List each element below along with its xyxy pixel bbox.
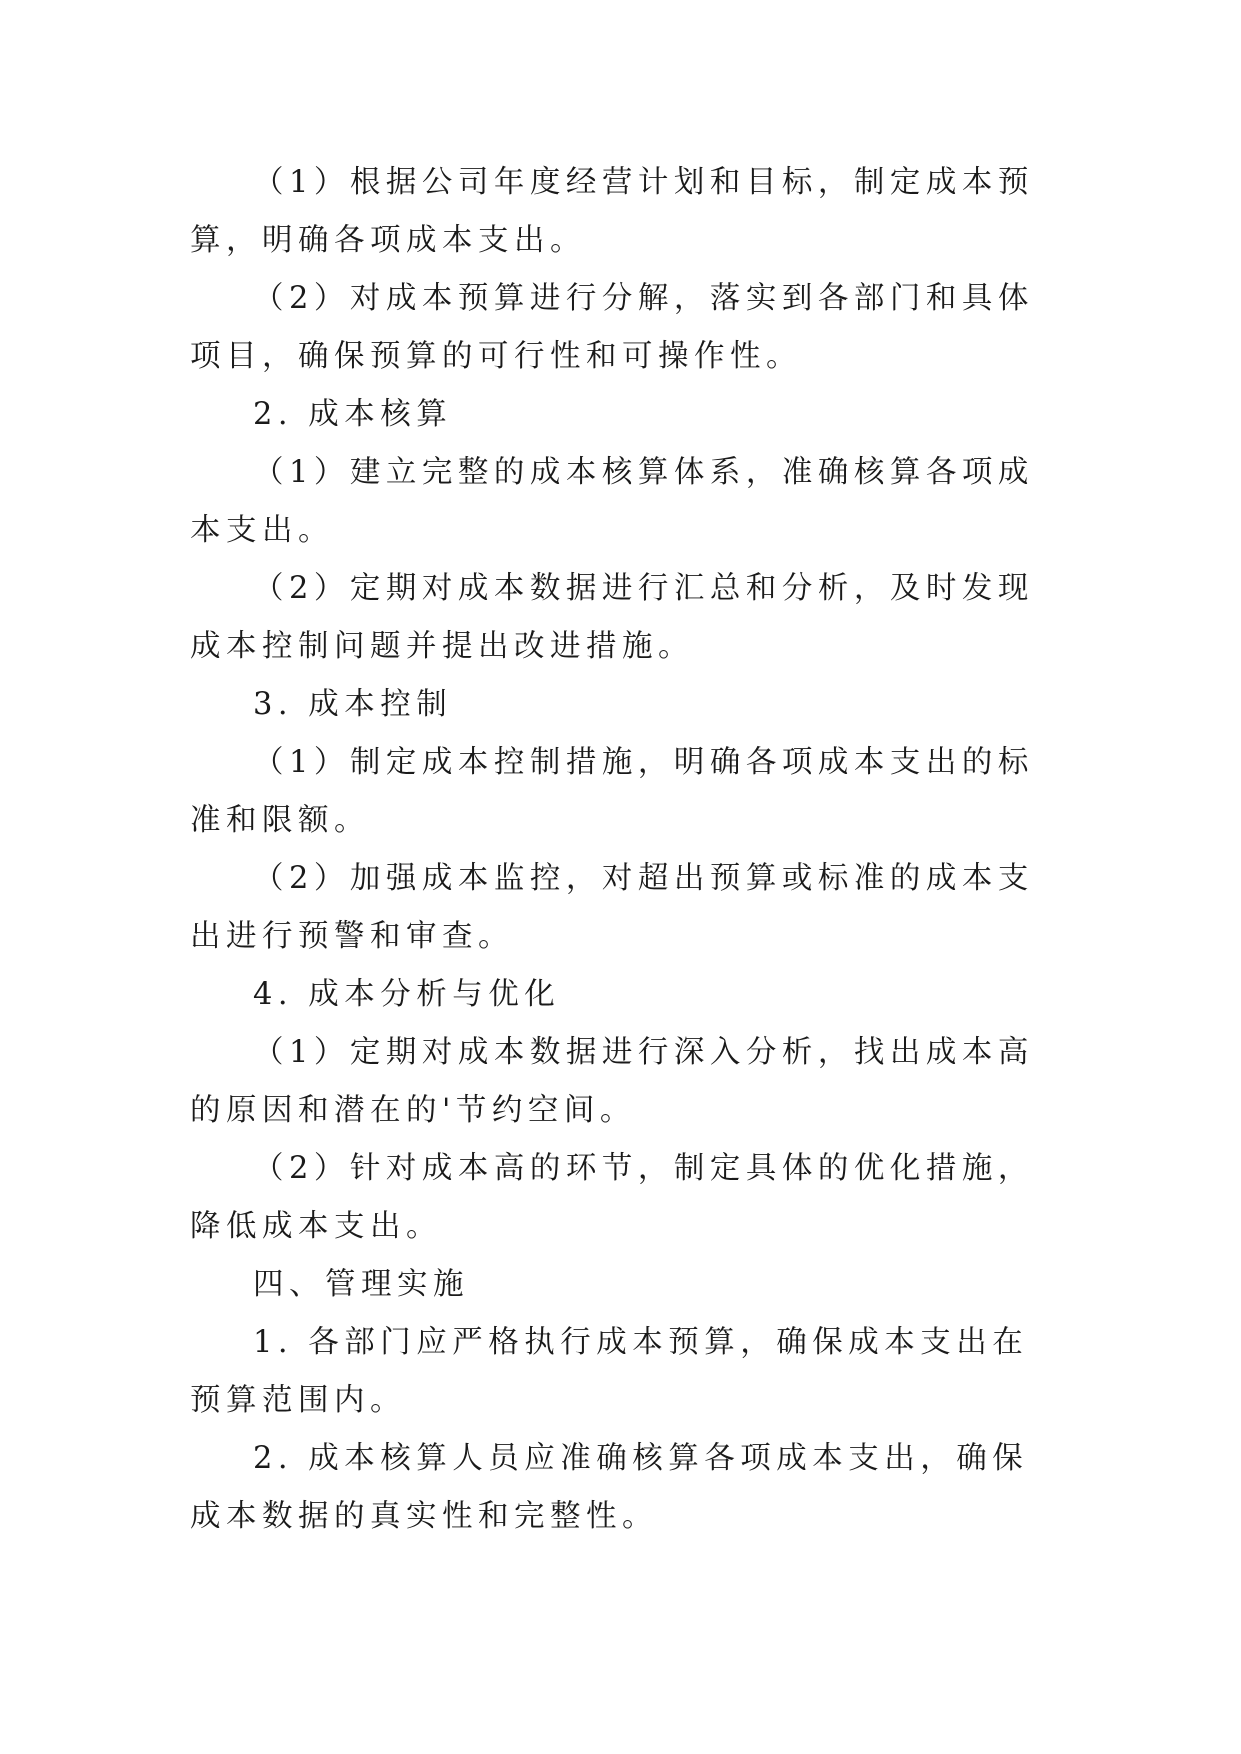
section-heading-cost-accounting: 2. 成本核算: [253, 397, 453, 432]
paragraph-control-1: （1）制定成本控制措施，明确各项成本支出的标准和限额。: [190, 745, 1034, 838]
section-heading-cost-control: 3. 成本控制: [253, 687, 453, 722]
section-heading-analysis-optimization: 4. 成本分析与优化: [253, 977, 561, 1012]
paragraph-analysis-1: （1）定期对成本数据进行深入分析，找出成本高的原因和潜在的'节约空间。: [190, 1035, 1034, 1128]
paragraph-control-2: （2）加强成本监控，对超出预算或标准的成本支出进行预警和审查。: [190, 861, 1034, 954]
paragraph-budget-2: （2）对成本预算进行分解，落实到各部门和具体项目，确保预算的可行性和可操作性。: [190, 281, 1034, 374]
paragraph-accounting-2: （2）定期对成本数据进行汇总和分析，及时发现成本控制问题并提出改进措施。: [190, 571, 1034, 664]
paragraph-analysis-2: （2）针对成本高的环节，制定具体的优化措施，降低成本支出。: [190, 1151, 1034, 1244]
document-body: [190, 154, 1060, 1546]
paragraph-implementation-2: 2. 成本核算人员应准确核算各项成本支出，确保成本数据的真实性和完整性。: [190, 1441, 1029, 1534]
paragraph-accounting-1: （1）建立完整的成本核算体系，准确核算各项成本支出。: [190, 455, 1034, 548]
section-heading-implementation: 四、管理实施: [253, 1267, 469, 1302]
paragraph-budget-1: （1）根据公司年度经营计划和目标，制定成本预算，明确各项成本支出。: [190, 165, 1034, 258]
paragraph-implementation-1: 1. 各部门应严格执行成本预算，确保成本支出在预算范围内。: [190, 1325, 1029, 1418]
